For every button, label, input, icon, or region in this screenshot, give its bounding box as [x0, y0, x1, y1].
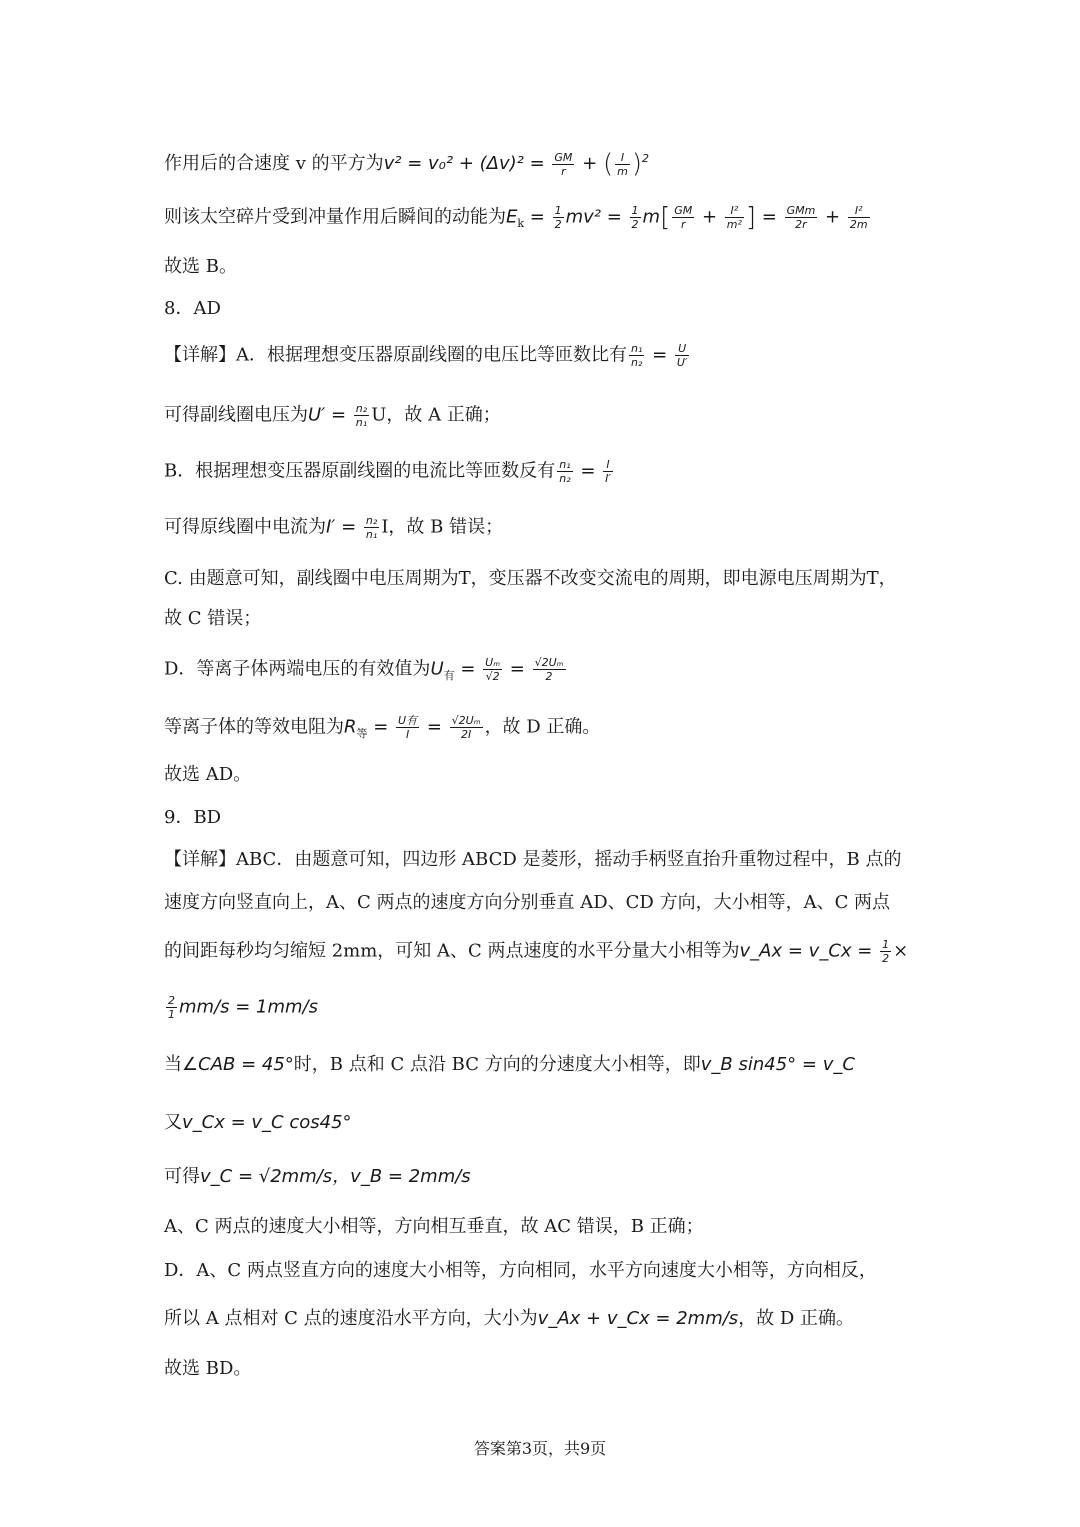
operator: ×	[893, 940, 909, 962]
text-line: 故选 BD。	[164, 1358, 252, 1379]
fraction: $\frac{GM}{r}$	[674, 204, 693, 231]
text-line: A、C 两点的速度大小相等，方向相互垂直，故 AC 错误，B 正确；	[164, 1216, 704, 1237]
line-text: 当	[164, 1054, 182, 1075]
fraction: $\frac{2}{1}$	[168, 994, 175, 1021]
text-line	[164, 402, 930, 429]
fraction: $\frac{\text{Uₘ}}{√2}$	[485, 656, 501, 683]
line-text: 可得原线圈中电流为	[164, 516, 326, 538]
subscript: 等	[356, 727, 368, 741]
symbol: m	[642, 206, 661, 228]
text-line	[164, 938, 930, 965]
page-footer: 答案第3页，共9页	[473, 1439, 607, 1458]
equation: v_Ax + v_Cx = 2mm/s	[537, 1308, 739, 1329]
text-line: B．根据理想变压器原副线圈的电流比等匝数反有 $\frac{\text{n₁}}{\text{n₂}}$ = $\frac{I}{I'}$	[164, 458, 611, 485]
text-line: C. 由题意可知，副线圈中电压周期为T，变压器不改变交流电的周期，即电源电压周期为T，	[164, 568, 897, 589]
fraction: U有 I	[398, 714, 418, 741]
fraction: $\frac{U}{U'}$	[676, 342, 688, 369]
subscript: k	[517, 217, 525, 231]
fraction: $\frac{I}{I'}$	[605, 458, 611, 485]
fraction: $\frac{1}{2}$	[631, 204, 639, 231]
line-text: 【详解】A．根据理想变压器原副线圈的电压比等匝数比有	[164, 344, 627, 366]
text-line: 则该太空碎片受到冲量作用后瞬间的动能为$E_k$ = $\frac{1}{2}$ mv² = $\frac{1}{2}$ m[ $\frac{GM}{r}$ + $\frac{\text{I²}}{\text{m²}}$ ] = GMm 2r + $\frac{\text{I²}}{2m}$	[164, 202, 868, 233]
question-number: 9．BD	[164, 807, 222, 828]
text-line	[164, 1164, 930, 1190]
line-text: 的间距每秒均匀缩短 2mm，可知 A、C 两点速度的水平分量大小相等为	[164, 940, 740, 962]
line-text: 所以 A 点相对 C 点的速度沿水平方向，大小为	[164, 1308, 538, 1329]
symbol: U	[430, 658, 444, 680]
line-text: 时，B 点和 C 点沿 BC 方向的分速度大小相等，即	[293, 1054, 701, 1075]
subscript: 有	[443, 669, 455, 683]
text-line	[164, 994, 930, 1021]
operator: =	[524, 206, 551, 228]
fraction: $\frac{1}{2}$	[554, 204, 562, 231]
line-text: 可得	[164, 1166, 200, 1187]
operator: +	[576, 153, 603, 174]
symbol: R	[344, 716, 357, 738]
line-text: 等离子体的等效电阻为	[164, 716, 344, 738]
equation: ∠CAB = 45°	[182, 1054, 294, 1075]
equation: v_Ax = v_Cx =	[739, 940, 879, 962]
line-text: D．等离子体两端电压的有效值为	[164, 658, 431, 680]
fraction: $\frac{\text{n₁}}{\text{n₂}}$	[559, 458, 571, 485]
text-line: 故 C 错误；	[164, 608, 262, 629]
question-number: 8．AD	[164, 298, 221, 319]
text-line	[164, 1110, 930, 1136]
line-text: 则该太空碎片受到冲量作用后瞬间的动能为	[164, 206, 506, 228]
line-text: 作用后的合速度 v 的平方为	[164, 153, 384, 174]
fraction: $\frac{\text{n₂}}{\text{n₁}}$	[355, 402, 368, 429]
fraction: $\frac{\text{I²}}{2m}$	[849, 204, 868, 231]
fraction: $\frac{I}{m}$	[617, 150, 628, 178]
equation: I′ =	[326, 516, 362, 538]
equation: v_B sin45° = v_C	[700, 1054, 855, 1075]
fraction: $\frac{\text{n₂}}{\text{n₁}}$	[365, 514, 378, 541]
text-line	[164, 1052, 930, 1078]
fraction: $\frac{GM}{r}$	[554, 150, 573, 178]
text-line: 【详解】A．根据理想变压器原副线圈的电压比等匝数比有 $\frac{\text{n₁}}{\text{n₂}}$ = $\frac{U}{U'}$	[164, 342, 688, 369]
fraction: $\frac{\text{√2Uₘ}}{2}$	[534, 656, 564, 683]
fraction: $\frac{\text{n₁}}{\text{n₂}}$	[631, 342, 643, 369]
equation: v_Cx = v_C cos45°	[182, 1112, 352, 1133]
fraction: $\frac{\text{√2Uₘ}}{2I}$	[451, 714, 481, 741]
fraction: $\frac{1}{2}$	[882, 938, 890, 965]
line-text: U，故 A 正确；	[371, 404, 501, 426]
line-text: ，故 D 正确。	[738, 1308, 855, 1329]
line-text: B．根据理想变压器原副线圈的电流比等匝数反有	[164, 460, 556, 482]
equation: mm/s = 1mm/s	[179, 996, 318, 1018]
text-line: 【详解】ABC．由题意可知，四边形 ABCD 是菱形，摇动手柄竖直抬升重物过程中，B 点的	[164, 849, 902, 870]
line-text: ，故 D 正确。	[484, 716, 601, 738]
text-line: 等离子体的等效电阻为$R_等$ = U有 I = $\frac{\text{√2Uₘ}}{2I}$ ，故 D 正确。	[164, 714, 601, 741]
fraction: $\frac{\text{I²}}{\text{m²}}$	[726, 204, 742, 231]
equation: mv² =	[565, 206, 628, 228]
text-line: 故选 AD。	[164, 764, 252, 785]
text-line	[164, 514, 930, 541]
equation: U′ =	[308, 404, 352, 426]
text-line	[164, 1306, 930, 1332]
text-line: 作用后的合速度 v 的平方为v² = v₀² + (Δv)² = $\frac{GM}{r}$ + ( $\frac{I}{m}$ )$^2$	[164, 149, 649, 179]
line-text: 又	[164, 1112, 182, 1133]
line-text: 可得副线圈电压为	[164, 404, 308, 426]
fraction: GMm 2r	[786, 204, 816, 231]
equation: v_C = √2mm/s，v_B = 2mm/s	[200, 1166, 471, 1187]
text-line: D．A、C 两点竖直方向的速度大小相等，方向相同，水平方向速度大小相等，方向相反，	[164, 1260, 877, 1281]
text-line: 故选 B。	[164, 256, 237, 277]
symbol: E	[506, 206, 518, 228]
equation: v² = v₀² + (Δv)² =	[383, 153, 551, 174]
text-line: 速度方向竖直向上，A、C 两点的速度方向分别垂直 AD、CD 方向，大小相等，A、C 两点	[164, 892, 891, 913]
line-text: I，故 B 错误；	[381, 516, 504, 538]
text-line: D．等离子体两端电压的有效值为$U_有$ = $\frac{\text{Uₘ}}{√2}$ = $\frac{\text{√2Uₘ}}{2}$	[164, 656, 564, 683]
